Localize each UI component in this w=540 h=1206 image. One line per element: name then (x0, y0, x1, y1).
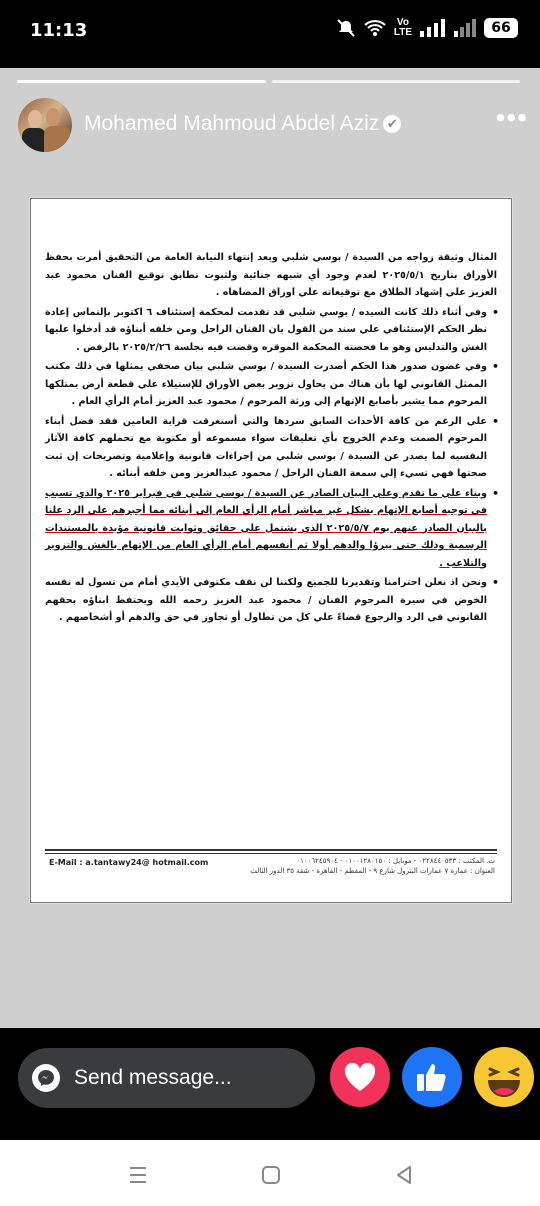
doc-paragraph: المثال وثيقة زواجه من السيدة / بوسي شلبي وبعد إنتهاء النيابة العامة من التحقيق أمرت بحفظ الأوراق بتاريخ ٢٠٢٥/٥/١ لعدم وجود أي شبهه جنائية ولثبوت تطابق توقيع الفنان محمود عبد العزيز علي إشهاد الطلاق مع توقيعاته علي اوراق المضاهاه . (45, 252, 497, 298)
status-icons (336, 18, 518, 38)
heart-icon (343, 1062, 377, 1092)
send-message-placeholder: Send message... (74, 1066, 232, 1089)
send-message-input[interactable] (18, 1048, 315, 1108)
volte-label: Vo LTE (393, 17, 412, 38)
doc-paragraph: • وفي غضون صدور هذا الحكم أصدرت السيدة / بوسي شلبي بيان صحفي يمثلها في ذلك مكتب الممثل القانوني لها بأن هناك من يحاول تزوير بعض الأوراق للإستيلاء علي قطعة أرض يمتلكها المرحوم مما يشير بأصابع الإتهام إلي ورثة المرحوم / محمود عبد العزيز أمام الرأي العام . (45, 358, 497, 411)
heart-reaction-button[interactable] (330, 1047, 390, 1107)
footer-address: العنوان : عمارة ٧ عمارات البترول شارع ٩ - المقطم - القاهرة - شقة ٣٥ الدور الثالث (250, 867, 495, 875)
footer-email: E-Mail : a.tantawy24@ hotmail.com (49, 858, 209, 867)
story-progress-2 (272, 80, 520, 83)
author-name[interactable]: Mohamed Mahmoud Abdel Aziz ✔ (84, 112, 401, 136)
footer-phone: ت. المكتب : ٠٢٢٨٤٤٠٥٣٣ - موبايل : ٠١٠٠١٢٨٠١٥٠ - ٠١٠٠٦٢٤٥٩٠٤ (296, 857, 495, 865)
verified-badge-icon: ✔ (383, 115, 401, 133)
laughing-face-icon (474, 1047, 534, 1107)
story-viewer[interactable] (0, 68, 540, 1028)
signal-icon-2 (454, 19, 476, 37)
home-icon[interactable] (257, 1161, 285, 1189)
mute-icon (336, 18, 356, 38)
recent-apps-icon[interactable] (124, 1161, 152, 1189)
story-header (18, 98, 528, 154)
document-image (30, 198, 512, 903)
status-time: 11:13 (30, 20, 88, 41)
footer-contact (235, 856, 495, 876)
more-options-icon[interactable]: ••• (495, 102, 528, 133)
doc-paragraph: • ونحن اذ نعلن احترامنا وتقديرنا للجميع ولكننا لن نقف مكتوفي الأيدي أمام من تسول له نفسه الخوض في سيرة المرحوم الفنان / محمود عبد العزيز رحمه الله ويحتفظ ابناؤه بحقهم القانوني في الرد والرجوع قضاءً علي كل من تطاول أو تجاوز في حق والدهم أو أشخاصهم . (45, 574, 497, 627)
status-bar (0, 0, 540, 68)
back-icon[interactable] (390, 1161, 418, 1189)
haha-reaction-button[interactable] (474, 1047, 534, 1107)
doc-paragraph: • علي الرغم من كافة الأحداث السابق سردها والتي أستغرقت قرابة العامين فقد فضل أبناء المرحوم الصمت وعدم الخروج بأي تعليقات سواء مسموعه أو مكتوبة مع تحملهم كافة الآثار النفسيه لما يصدر عن السيدة / بوسي شلبي من إجراءات قانونية وإعلامية وتصريحات إن ثبت صحتها فهي تسيء إلي سمعة الفنان الراحل / محمود عبدالعزيز ومن خلفه أبنائه . (45, 413, 497, 483)
avatar[interactable] (18, 98, 72, 152)
footer-divider (45, 853, 497, 854)
signal-icon (420, 19, 446, 37)
story-progress-1 (17, 80, 266, 83)
wifi-icon (364, 19, 386, 37)
document-body (45, 249, 497, 629)
navigation-bar (0, 1140, 540, 1206)
thumbs-up-icon (415, 1061, 449, 1093)
like-reaction-button[interactable] (402, 1047, 462, 1107)
battery-icon: 66 (484, 18, 518, 38)
messenger-icon (32, 1064, 60, 1092)
footer-divider (45, 849, 497, 851)
doc-paragraph-highlighted: • وبناء علي ما تقدم وعلي البيان الصادر عن السيدة / بوسي شلبي في فبراير ٢٠٢٥ والذي تسبب في توجيه أصابع الإتهام بشكل غير مباشر أمام الرأي العام إلي أبنائه مما أجبرهم علي الرد علنا بالبيان الصادر عنهم يوم ٢٠٢٥/٥/٧ الذي يشتمل علي حقائق وثوابت قانونية مؤيدة بالمستندات الرسمية وذلك حتي يبرؤا والدهم أولا ثم أنفسهم أمام الرأي العام من الإتهام بالغش والتزوير والتلاعب . (45, 485, 497, 573)
doc-paragraph: • وفي أثناء ذلك كانت السيده / بوسي شلبي قد تقدمت لمحكمة إستئناف ٦ اكتوبر بإلتماس إعادة نظر الحكم الإستئنافي علي سند من القول بان الفنان الراحل ومن خلفه أبناؤه قد أدخلوا عليها الغش والتدليس وهو ما فحصته المحكمة الموقره وقضت فيه بجلسة ٢٠٢٥/٢/٢٦ بالرفض . (45, 304, 497, 357)
